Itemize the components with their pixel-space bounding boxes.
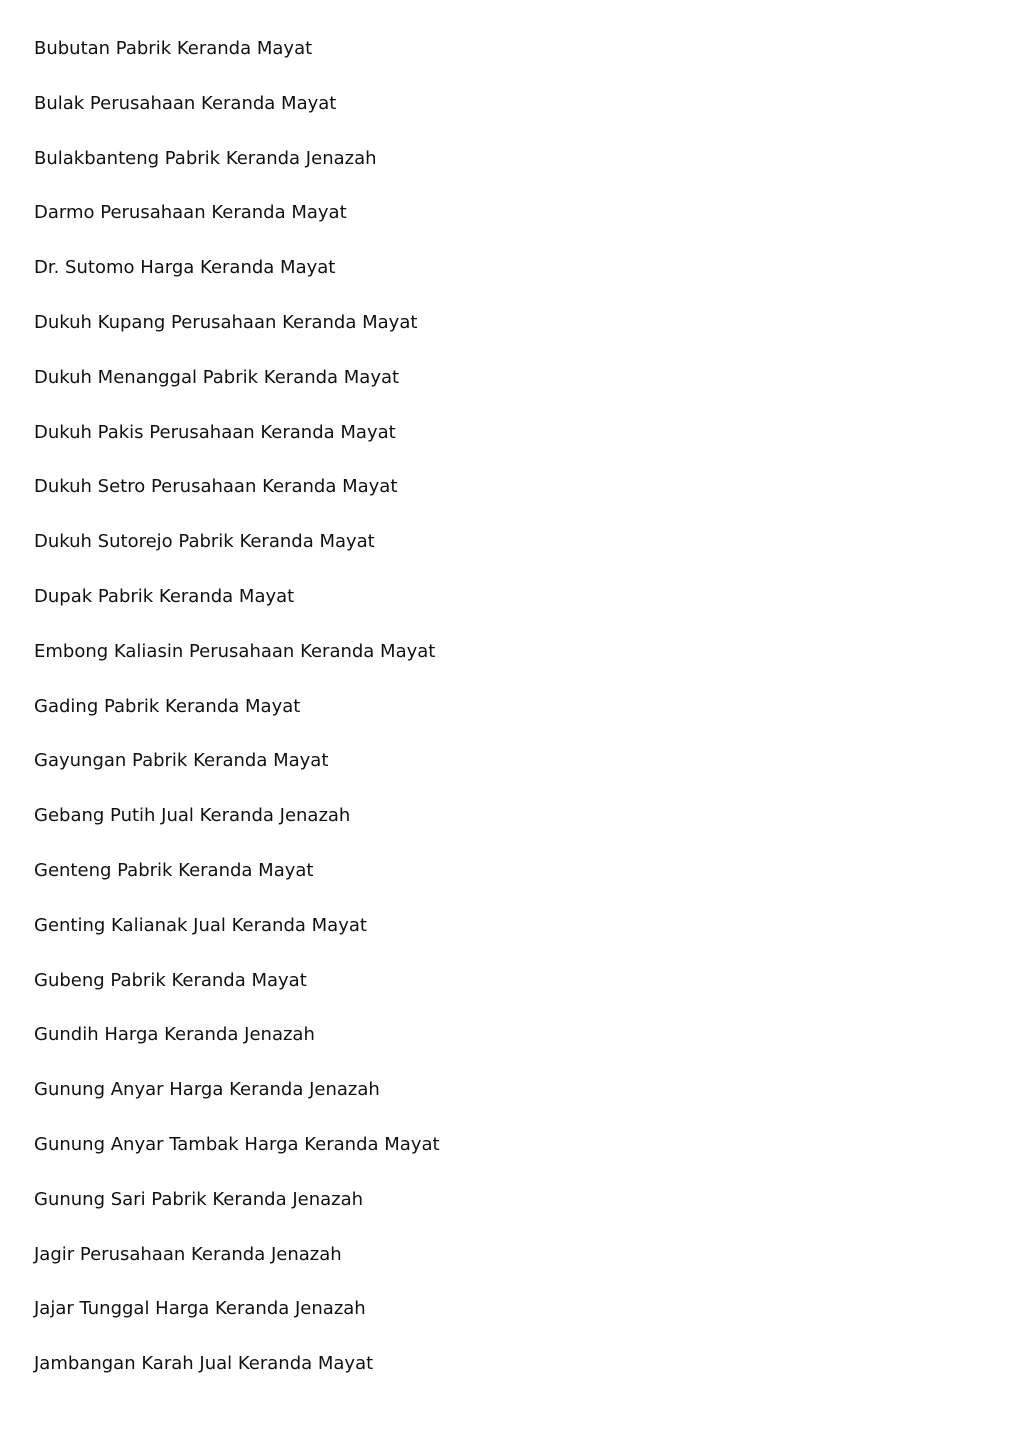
list-item: Dukuh Pakis Perusahaan Keranda Mayat <box>34 421 396 443</box>
list-item: Bulakbanteng Pabrik Keranda Jenazah <box>34 147 377 169</box>
list-item: Embong Kaliasin Perusahaan Keranda Mayat <box>34 640 436 662</box>
list-item: Genting Kalianak Jual Keranda Mayat <box>34 914 367 936</box>
list-item: Bulak Perusahaan Keranda Mayat <box>34 92 337 114</box>
list-item: Jagir Perusahaan Keranda Jenazah <box>34 1243 342 1265</box>
list-item: Bubutan Pabrik Keranda Mayat <box>34 38 313 59</box>
list-item: Dukuh Menanggal Pabrik Keranda Mayat <box>34 366 400 388</box>
list-item: Gading Pabrik Keranda Mayat <box>34 695 301 717</box>
list-item: Gayungan Pabrik Keranda Mayat <box>34 750 329 772</box>
list-item: Dukuh Sutorejo Pabrik Keranda Mayat <box>34 531 375 553</box>
list-item: Gubeng Pabrik Keranda Mayat <box>34 969 307 991</box>
list-item: Dukuh Setro Perusahaan Keranda Mayat <box>34 476 398 498</box>
list-item: Gunung Sari Pabrik Keranda Jenazah <box>34 1188 364 1210</box>
list-item: Genteng Pabrik Keranda Mayat <box>34 859 314 881</box>
list-item: Darmo Perusahaan Keranda Mayat <box>34 202 347 224</box>
list-item: Dr. Sutomo Harga Keranda Mayat <box>34 257 336 279</box>
list-item: Gunung Anyar Harga Keranda Jenazah <box>34 1079 380 1101</box>
list-item: Gebang Putih Jual Keranda Jenazah <box>34 805 351 827</box>
location-list <box>34 36 440 1406</box>
list-item: Dukuh Kupang Perusahaan Keranda Mayat <box>34 311 418 333</box>
list-item: Jajar Tunggal Harga Keranda Jenazah <box>34 1298 366 1320</box>
list-item: Gunung Anyar Tambak Harga Keranda Mayat <box>34 1133 440 1155</box>
list-item: Dupak Pabrik Keranda Mayat <box>34 585 295 607</box>
list-item: Gundih Harga Keranda Jenazah <box>34 1024 315 1046</box>
list-item: Jambangan Karah Jual Keranda Mayat <box>34 1353 374 1375</box>
